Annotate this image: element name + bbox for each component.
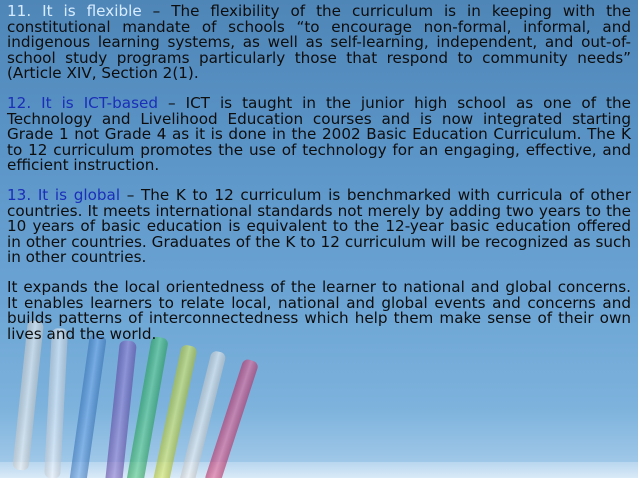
body-ict-based: – ICT is taught in the junior high school as one of the Technology and Livelihood Education courses and is now integrated starting Grade 1 not Grade 4 as it is done in the 2002 Basic Education Curriculum. The K to 12 curriculum promotes the use of technology for an engaging, effective, and efficient instruction.: [7, 93, 631, 175]
slide-text: [7, 4, 631, 342]
body-expands: It expands the local orientedness of the learner to national and global concerns. It enables learners to relate local, national and global events and concerns and builds patterns of interconnectedness which help them make sense of their own lives and the world.: [7, 277, 631, 343]
body-flexible: – The flexibility of the curriculum is in keeping with the constitutional mandate of schools “to encourage non-formal, informal, and indigenous learning systems, as well as self-learning, independent, and out-of-school study programs particularly those that respond to community needs” (Article XIV, Section 2(1).: [7, 2, 631, 83]
body-global: – The K to 12 curriculum is benchmarked with curricula of other countries. It meets international standards not merely by adding two years to the 10 years of basic education is equivalent to the 12-year basic education offered in other countries. Graduates of the K to 12 curriculum will be recognized as such in other countries.: [7, 185, 631, 267]
chalk-white-2: [44, 328, 68, 478]
paragraph-expands: [7, 277, 631, 343]
heading-ict-based: 12. It is ICT-based: [7, 93, 158, 112]
heading-global: 13. It is global: [7, 185, 121, 204]
paragraph-flexible: [7, 4, 631, 82]
paragraph-global: [7, 185, 631, 267]
heading-flexible: 11. It is flexible: [7, 2, 142, 20]
paragraph-ict-based: [7, 93, 631, 175]
chalk-blue: [69, 334, 107, 478]
